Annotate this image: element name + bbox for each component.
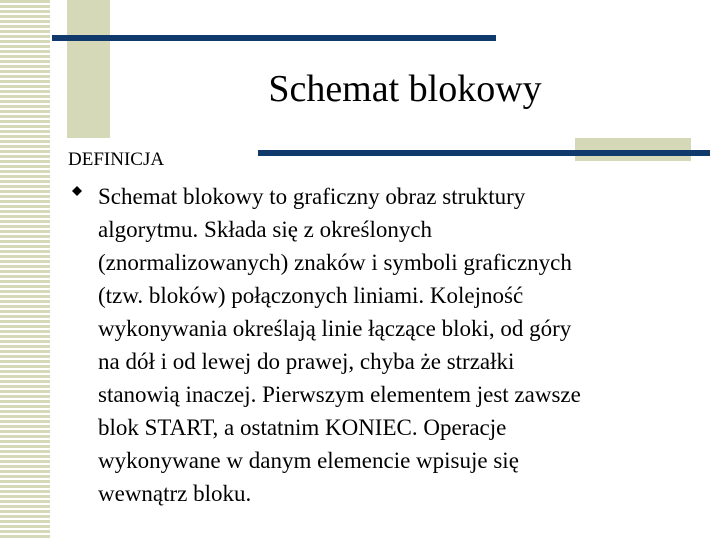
definition-text xyxy=(98,180,698,510)
text-line: stanowią inaczej. Pierwszym elementem jest zawsze xyxy=(98,382,581,407)
text-line: Schemat blokowy to graficzny obraz struktury xyxy=(98,184,526,209)
slide-subtitle: DEFINICJA xyxy=(68,149,165,170)
text-line: wykonywane w danym elemencie wpisuje się xyxy=(98,448,519,473)
title-rule-top xyxy=(52,35,496,41)
decor-block-top xyxy=(67,0,110,138)
text-line: wewnątrz bloku. xyxy=(98,481,252,506)
text-line: (znormalizowanych) znaków i symboli graficznych xyxy=(98,250,572,275)
text-line: na dół i od lewej do prawej, chyba że strzałki xyxy=(98,349,515,374)
text-line: blok START, a ostatnim KONIEC. Operacje xyxy=(98,415,507,440)
title-rule-bottom xyxy=(258,150,710,156)
diamond-bullet-icon xyxy=(72,186,82,196)
slide-title: Schemat blokowy xyxy=(268,68,542,110)
text-line: (tzw. bloków) połączonych liniami. Kolejność xyxy=(98,283,524,308)
text-line: wykonywania określają linie łączące bloki, od góry xyxy=(98,316,572,341)
striped-side-decoration xyxy=(0,0,50,540)
text-line: algorytmu. Składa się z określonych xyxy=(98,217,433,242)
